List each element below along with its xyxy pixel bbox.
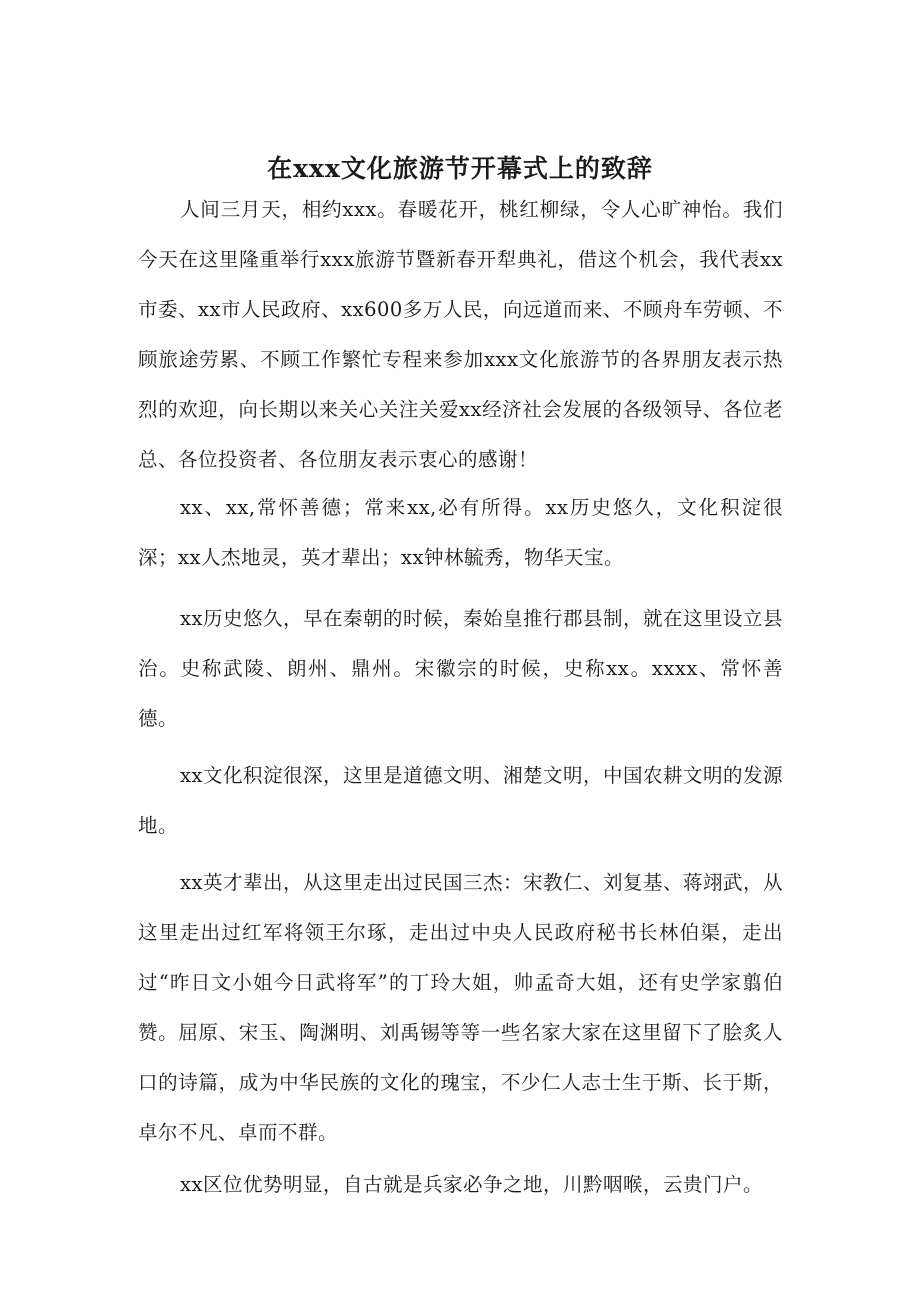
paragraph-culture: xx文化积淀很深，这里是道德文明、湘楚文明，中国农耕文明的发源地。 <box>138 764 783 837</box>
paragraph-overview: xx、xx,常怀善德；常来xx,必有所得。xx历史悠久，文化积淀很深；xx人杰地灵，英才辈出；xx钟林毓秀，物华天宝。 <box>138 496 783 569</box>
paragraph-talents: xx英才辈出，从这里走出过民国三杰：宋教仁、刘复基、蒋翊武，从这里走出过红军将领王尔琢，走出过中央人民政府秘书长林伯渠，走出过“昨日文小姐今日武将军”的丁玲大姐，帅孟奇大姐，还有史学家翦伯赞。屈原、宋玉、陶渊明、刘禹锡等等一些名家大家在这里留下了脍炙人口的诗篇，成为中华民族的文化的瑰宝，不少仁人志士生于斯、长于斯，卓尔不凡、卓而不群。 <box>138 871 783 1144</box>
paragraph-welcome: 人间三月天，相约xxx。春暖花开，桃红柳绿，令人心旷神怡。我们今天在这里隆重举行xxx旅游节暨新春开犁典礼，借这个机会，我代表xx市委、xx市人民政府、xx600多万人民，向远道而来、不顾舟车劳顿、不顾旅途劳累、不顾工作繁忙专程来参加xxx文化旅游节的各界朋友表示热烈的欢迎，向长期以来关心关注关爱xx经济社会发展的各级领导、各位老总、各位投资者、各位朋友表示衷心的感谢！ <box>138 198 783 471</box>
paragraph-location: xx区位优势明显，自古就是兵家必争之地，川黔咽喉，云贵门户。 <box>180 1173 763 1196</box>
paragraph-history: xx历史悠久，早在秦朝的时候，秦始皇推行郡县制，就在这里设立县治。史称武陵、朗州、鼎州。宋徽宗的时候，史称xx。xxxx、常怀善德。 <box>138 607 783 730</box>
document-title: 在xxx文化旅游节开幕式上的致辞 <box>267 153 653 183</box>
